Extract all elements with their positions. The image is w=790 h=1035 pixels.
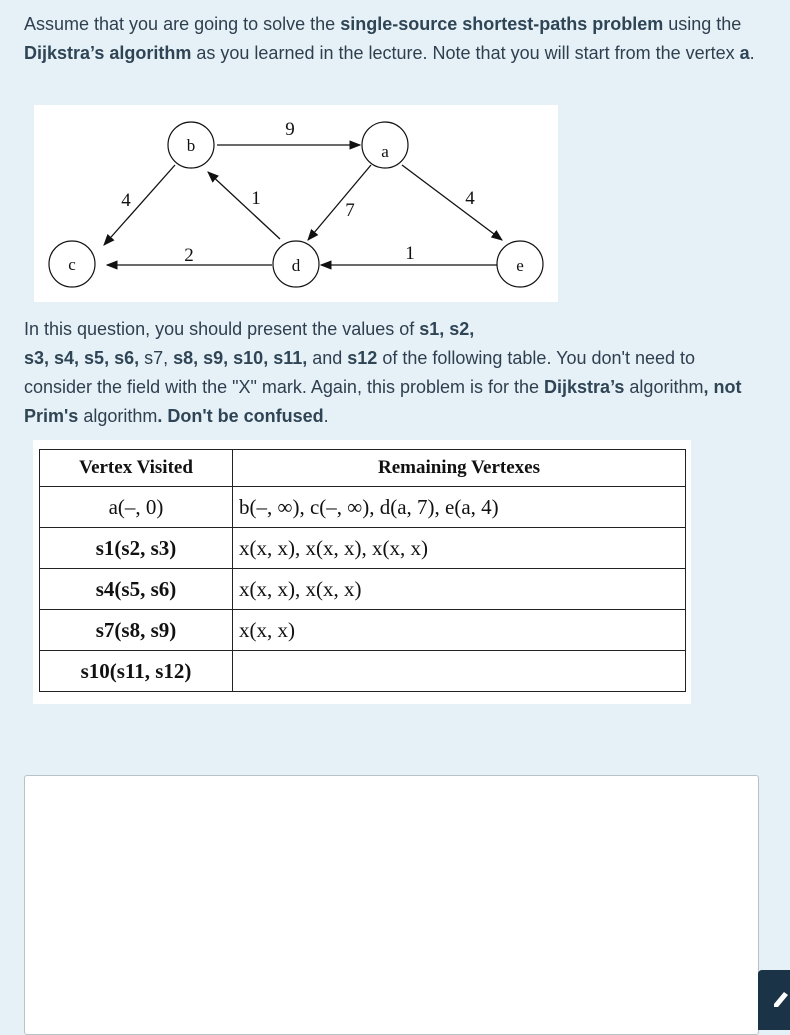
- question-instructions: [24, 315, 764, 431]
- node-d-label: d: [291, 256, 301, 275]
- edge-b-c: [104, 165, 175, 245]
- remaining-cell: x(x, x), x(x, x): [233, 569, 686, 610]
- weight-d-b: 1: [251, 188, 261, 209]
- weight-e-d: 1: [405, 243, 415, 264]
- instr-text-4: of the following table. You don't need to consider the field with the "X" mark. Again, this problem is for the: [24, 348, 696, 397]
- table-row: [40, 528, 686, 569]
- instr-text-5: algorithm: [624, 377, 704, 397]
- intro-text-2: using the: [663, 14, 742, 34]
- visited-cell: s7(s8, s9): [40, 610, 233, 651]
- instr-bold-1: s1, s2,: [419, 319, 475, 339]
- visited-cell: s1(s2, s3): [40, 528, 233, 569]
- remaining-cell: [233, 651, 686, 692]
- intro-bold-1: single-source shortest-paths problem: [340, 14, 664, 34]
- instr-text-7: .: [323, 406, 329, 426]
- node-b: [168, 122, 214, 168]
- answer-input[interactable]: [24, 775, 759, 1035]
- edge-a-d: [308, 165, 371, 240]
- header-vertex-visited: Vertex Visited: [40, 450, 233, 487]
- intro-bold-2: Dijkstra’s algorithm: [24, 43, 192, 63]
- weight-a-e: 4: [465, 188, 475, 209]
- intro-bold-3: a: [739, 43, 750, 63]
- instr-bold-5: Dijkstra’s: [544, 377, 625, 397]
- remaining-cell: x(x, x), x(x, x), x(x, x): [233, 528, 686, 569]
- floating-edit-button[interactable]: [758, 970, 790, 1030]
- table-row: [40, 487, 686, 528]
- dijkstra-table: [39, 449, 686, 692]
- remaining-cell: x(x, x): [233, 610, 686, 651]
- pencil-icon: [772, 988, 790, 1008]
- edge-a-e: [402, 165, 502, 240]
- node-b-label: b: [186, 136, 196, 155]
- intro-text-3: as you learned in the lecture. Note that you will start from the vertex: [191, 43, 740, 63]
- instr-text-2: s7,: [139, 348, 174, 368]
- edge-d-b: [208, 172, 280, 239]
- table-row: [40, 569, 686, 610]
- table-row: [40, 651, 686, 692]
- table-header-row: [40, 450, 686, 487]
- instr-bold-3: s8, s9, s10, s11,: [173, 348, 308, 368]
- visited-cell: s4(s5, s6): [40, 569, 233, 610]
- header-remaining-vertexes: Remaining Vertexes: [233, 450, 686, 487]
- graph-svg: [34, 105, 558, 302]
- instr-bold-4: s12: [347, 348, 378, 368]
- graph-figure: [34, 105, 558, 302]
- visited-cell: s10(s11, s12): [40, 651, 233, 692]
- node-a-label: a: [381, 142, 389, 161]
- node-c-label: c: [68, 255, 76, 274]
- table-row: [40, 610, 686, 651]
- instr-text-6: algorithm: [78, 406, 158, 426]
- dijkstra-table-figure: [33, 440, 691, 704]
- node-d: [273, 241, 319, 287]
- instr-bold-2: s3, s4, s5, s6,: [24, 348, 140, 368]
- weight-d-c: 2: [184, 245, 194, 266]
- node-e-label: e: [516, 256, 524, 275]
- node-e: [497, 241, 543, 287]
- remaining-cell: b(–, ∞), c(–, ∞), d(a, 7), e(a, 4): [233, 487, 686, 528]
- weight-b-a: 9: [285, 119, 295, 140]
- intro-text-1: Assume that you are going to solve the: [24, 14, 341, 34]
- instr-bold-7: . Don't be confused: [157, 406, 324, 426]
- weight-b-c: 4: [121, 190, 131, 211]
- instr-text-1: In this question, you should present the values of: [24, 319, 420, 339]
- instr-text-3: and: [307, 348, 348, 368]
- node-a: [362, 122, 408, 168]
- weight-a-d: 7: [345, 200, 355, 221]
- node-c: [49, 241, 95, 287]
- question-intro: [24, 10, 764, 68]
- intro-text-4: .: [749, 43, 755, 63]
- instr-bold-6: , not Prim's: [24, 377, 742, 426]
- visited-cell: a(–, 0): [40, 487, 233, 528]
